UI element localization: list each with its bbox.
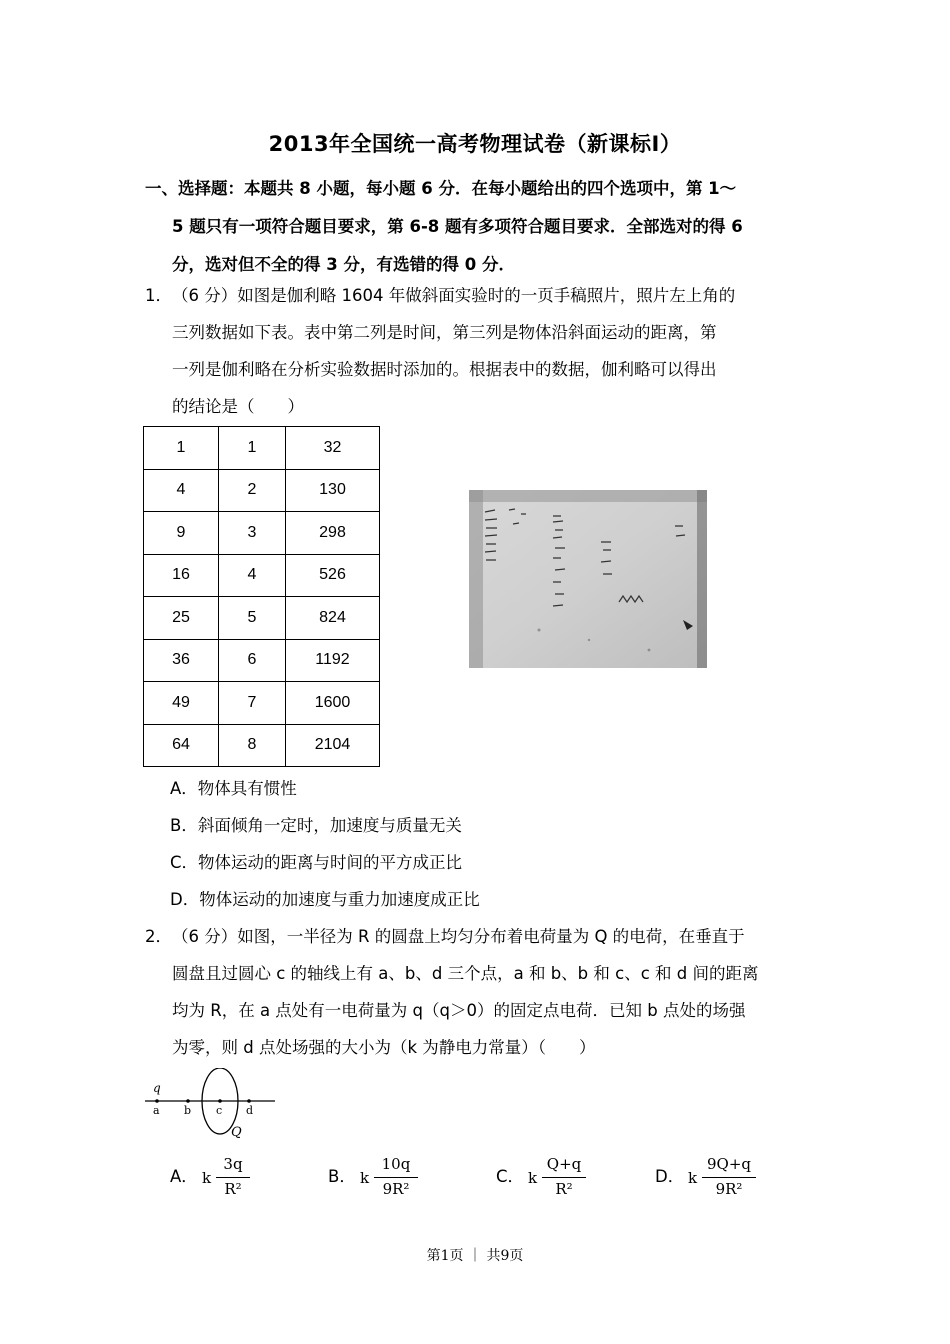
table-row	[144, 597, 380, 640]
page-footer: 第1页 ｜ 共9页	[426, 1248, 524, 1264]
formula-k: k	[528, 1169, 538, 1187]
formula-k: k	[202, 1169, 212, 1187]
table-cell: 4	[144, 469, 219, 512]
table-cell: 2104	[286, 724, 380, 767]
formula-numerator: 9Q+q	[706, 1155, 751, 1173]
table-cell: 7	[219, 682, 286, 725]
fraction-bar	[702, 1177, 756, 1178]
table-cell: 64	[144, 724, 219, 767]
question-number: 1．	[145, 286, 172, 305]
option-a: A．	[170, 1167, 198, 1186]
formula-k: k	[688, 1169, 698, 1187]
table-cell: 1192	[286, 639, 380, 682]
fraction-bar	[216, 1177, 250, 1178]
option-c: C．物体运动的距离与时间的平方成正比	[170, 853, 463, 872]
formula-denominator: 9R²	[715, 1180, 743, 1198]
formula-denominator: R²	[224, 1180, 242, 1198]
page-title: 2013年全国统一高考物理试卷（新课标Ⅰ）	[268, 132, 682, 156]
question-line: 均为 R，在 a 点处有一电荷量为 q（q＞0）的固定点电荷．已知 b 点处的场强	[172, 1001, 746, 1020]
fraction-bar	[542, 1177, 586, 1178]
table-row	[144, 512, 380, 555]
table-cell: 824	[286, 597, 380, 640]
option-d: D．物体运动的加速度与重力加速度成正比	[170, 890, 480, 909]
option-c: C．	[496, 1167, 525, 1186]
question-line: 圆盘且过圆心 c 的轴线上有 a、b、d 三个点，a 和 b、b 和 c、c 和 d 间的距离	[172, 964, 759, 983]
label-d: d	[246, 1104, 254, 1117]
charge-disk-diagram	[143, 1068, 278, 1138]
question-line: 为零，则 d 点处场强的大小为（k 为静电力常量）（ ）	[172, 1038, 596, 1057]
option-b: B．	[328, 1167, 356, 1186]
table-cell: 49	[144, 682, 219, 725]
option-b: B．斜面倾角一定时，加速度与质量无关	[170, 816, 462, 835]
question-line: （6 分）如图是伽利略 1604 年做斜面实验时的一页手稿照片，照片左上角的	[172, 286, 736, 305]
table-cell: 32	[286, 427, 380, 470]
table-cell: 526	[286, 554, 380, 597]
table-row	[144, 682, 380, 725]
question-line: （6 分）如图，一半径为 R 的圆盘上均匀分布着电荷量为 Q 的电荷，在垂直于	[172, 927, 745, 946]
table-cell: 6	[219, 639, 286, 682]
question-text	[145, 277, 815, 425]
section-line: 5 题只有一项符合题目要求，第 6-8 题有多项符合题目要求．全部选对的得 6	[172, 217, 743, 236]
label-b: b	[184, 1104, 192, 1117]
question-text	[145, 918, 815, 1066]
formula-denominator: R²	[555, 1180, 573, 1198]
question-number: 2．	[145, 927, 172, 946]
table-cell: 36	[144, 639, 219, 682]
option-a: A．物体具有惯性	[170, 779, 297, 798]
option-d: D．	[655, 1167, 685, 1186]
label-q: q	[153, 1081, 161, 1095]
question-2	[145, 918, 815, 1066]
table-cell: 16	[144, 554, 219, 597]
table-row	[144, 724, 380, 767]
table-cell: 1	[144, 427, 219, 470]
table-cell: 1	[219, 427, 286, 470]
table-cell: 9	[144, 512, 219, 555]
table-cell: 130	[286, 469, 380, 512]
table-row	[144, 427, 380, 470]
table-row	[144, 639, 380, 682]
formula-numerator: 3q	[223, 1155, 243, 1173]
table-cell: 298	[286, 512, 380, 555]
section-line: 一、选择题：本题共 8 小题，每小题 6 分．在每小题给出的四个选项中，第 1～	[145, 179, 737, 198]
formula-denominator: 9R²	[382, 1180, 410, 1198]
question-1	[145, 277, 815, 425]
table-cell: 5	[219, 597, 286, 640]
section-instructions	[145, 170, 815, 284]
formula-numerator: 10q	[381, 1155, 411, 1173]
table-cell: 3	[219, 512, 286, 555]
table-row	[144, 554, 380, 597]
table-cell: 8	[219, 724, 286, 767]
formula-numerator: Q+q	[546, 1155, 582, 1173]
question-line: 一列是伽利略在分析实验数据时添加的。根据表中的数据，伽利略可以得出	[172, 360, 717, 379]
table-cell: 1600	[286, 682, 380, 725]
label-a: a	[153, 1104, 160, 1117]
formula-k: k	[360, 1169, 370, 1187]
table-cell: 2	[219, 469, 286, 512]
data-table	[143, 426, 380, 767]
question-line: 的结论是（ ）	[172, 397, 304, 416]
question-line: 三列数据如下表。表中第二列是时间，第三列是物体沿斜面运动的距离，第	[172, 323, 717, 342]
section-line: 分，选对但不全的得 3 分，有选错的得 0 分．	[172, 255, 515, 274]
fraction-bar	[374, 1177, 418, 1178]
label-c: c	[216, 1104, 223, 1117]
manuscript-photo	[469, 490, 707, 668]
label-Q: Q	[231, 1125, 242, 1138]
table-cell: 4	[219, 554, 286, 597]
table-row	[144, 469, 380, 512]
table-cell: 25	[144, 597, 219, 640]
